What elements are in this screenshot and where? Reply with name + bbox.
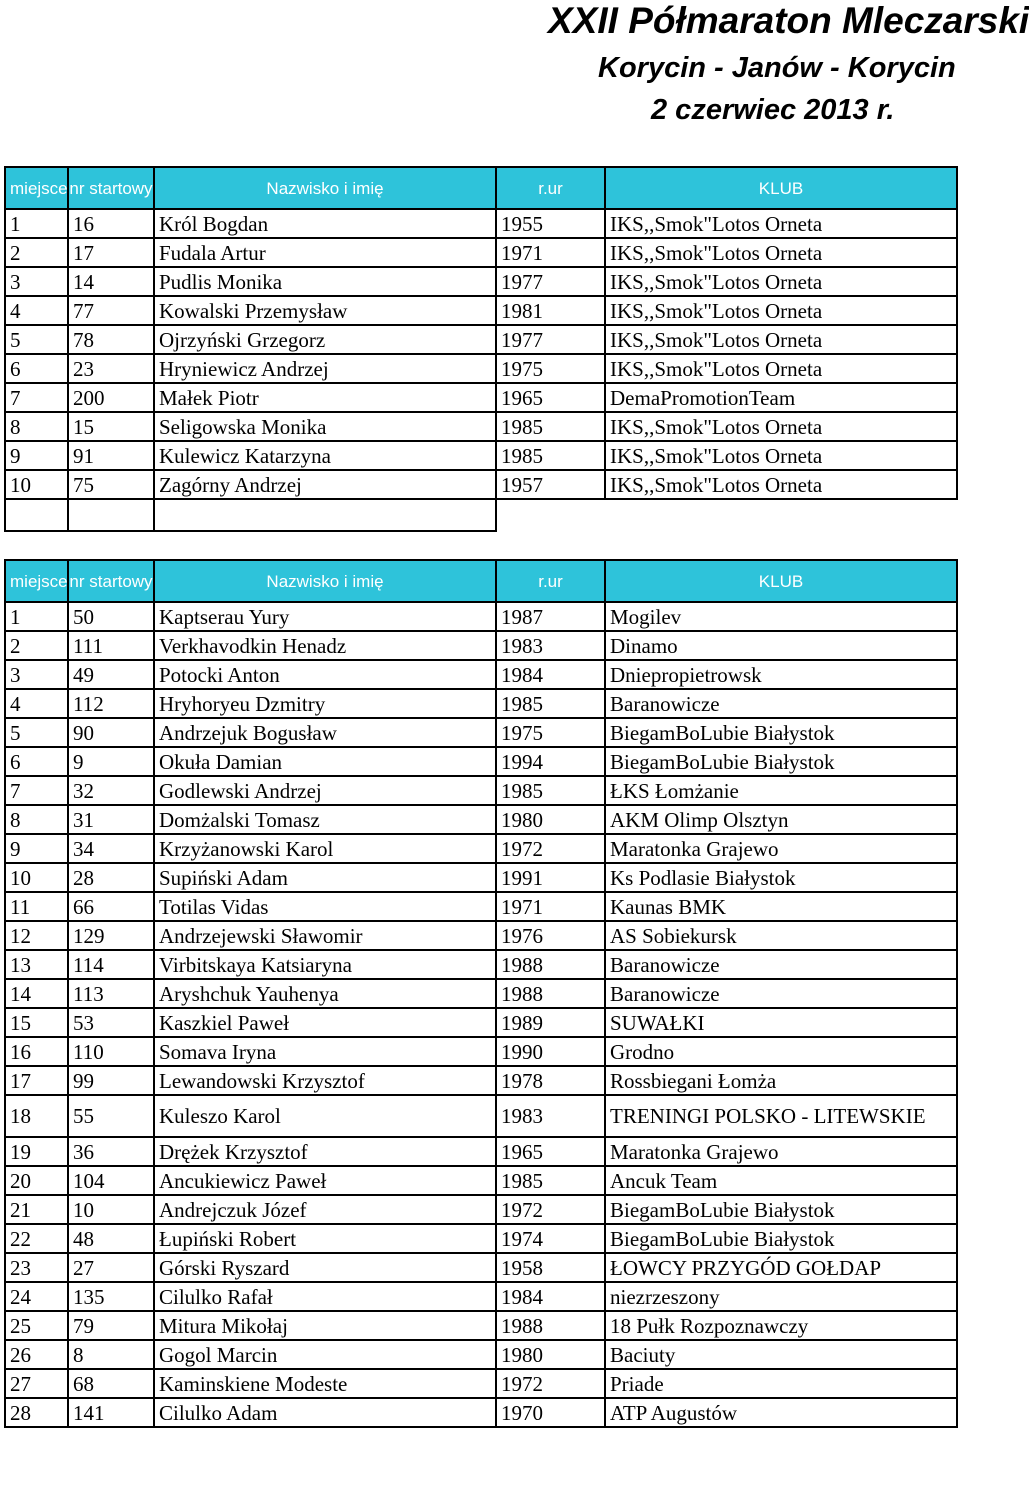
runner-name-cell: Kulewicz Katarzyna (154, 441, 496, 470)
table-row (5, 602, 957, 631)
table-row (5, 1008, 957, 1037)
birth-year-cell: 1983 (496, 631, 605, 660)
start-number-cell: 53 (68, 1008, 154, 1037)
place-cell: 26 (5, 1340, 68, 1369)
place-cell: 24 (5, 1282, 68, 1311)
table-row (5, 470, 957, 499)
club-cell: IKS,,Smok"Lotos Orneta (605, 296, 957, 325)
race-date: 2 czerwiec 2013 r. (651, 94, 895, 126)
birth-year-cell: 1985 (496, 441, 605, 470)
start-number-cell: 48 (68, 1224, 154, 1253)
birth-year-cell: 1972 (496, 1195, 605, 1224)
place-cell: 1 (5, 602, 68, 631)
club-cell: Dinamo (605, 631, 957, 660)
runner-name-cell: Seligowska Monika (154, 412, 496, 441)
place-cell: 20 (5, 1166, 68, 1195)
table-row (5, 950, 957, 979)
club-cell: IKS,,Smok"Lotos Orneta (605, 470, 957, 499)
runner-name-cell: Supiński Adam (154, 863, 496, 892)
club-cell: Rossbiegani Łomża (605, 1066, 957, 1095)
table-row (5, 1095, 957, 1137)
runner-name-cell: Domżalski Tomasz (154, 805, 496, 834)
club-cell: IKS,,Smok"Lotos Orneta (605, 238, 957, 267)
place-cell: 1 (5, 209, 68, 238)
club-cell: niezrzeszony (605, 1282, 957, 1311)
start-number-cell: 99 (68, 1066, 154, 1095)
runner-name-cell: Kuleszo Karol (154, 1095, 496, 1137)
table-row (5, 1253, 957, 1282)
place-cell: 4 (5, 689, 68, 718)
birth-year-cell: 1988 (496, 950, 605, 979)
page-title: XXII Półmaraton Mleczarski (548, 0, 1029, 41)
table-row (5, 1066, 957, 1095)
runner-name-cell: Somava Iryna (154, 1037, 496, 1066)
club-cell: Baciuty (605, 1340, 957, 1369)
start-number-cell: 141 (68, 1398, 154, 1427)
birth-year-cell: 1985 (496, 1166, 605, 1195)
runner-name-cell: Ancukiewicz Paweł (154, 1166, 496, 1195)
runner-name-cell: Ojrzyński Grzegorz (154, 325, 496, 354)
runner-name-cell: Godlewski Andrzej (154, 776, 496, 805)
runner-name-cell: Hryhoryeu Dzmitry (154, 689, 496, 718)
table-row (5, 1311, 957, 1340)
table-row (5, 1137, 957, 1166)
table-row (5, 776, 957, 805)
document-header (0, 0, 1029, 160)
club-cell: BiegamBoLubie Białystok (605, 1224, 957, 1253)
runner-name-cell: Górski Ryszard (154, 1253, 496, 1282)
table-row (5, 238, 957, 267)
birth-year-cell: 1955 (496, 209, 605, 238)
start-number-cell: 50 (68, 602, 154, 631)
place-cell: 2 (5, 238, 68, 267)
table-row (5, 863, 957, 892)
col-header-year: r.ur (496, 560, 605, 602)
start-number-cell: 111 (68, 631, 154, 660)
birth-year-cell: 1958 (496, 1253, 605, 1282)
birth-year-cell: 1989 (496, 1008, 605, 1037)
club-cell: IKS,,Smok"Lotos Orneta (605, 325, 957, 354)
runner-name-cell: Potocki Anton (154, 660, 496, 689)
table-row (5, 921, 957, 950)
table-row (5, 1282, 957, 1311)
place-cell: 3 (5, 660, 68, 689)
start-number-cell: 110 (68, 1037, 154, 1066)
start-number-cell: 16 (68, 209, 154, 238)
runner-name-cell: Krzyżanowski Karol (154, 834, 496, 863)
birth-year-cell: 1975 (496, 718, 605, 747)
club-cell: Dniepropietrowsk (605, 660, 957, 689)
runner-name-cell: Cilulko Rafał (154, 1282, 496, 1311)
birth-year-cell: 1985 (496, 412, 605, 441)
empty-cell (496, 499, 605, 531)
place-cell: 22 (5, 1224, 68, 1253)
start-number-cell: 14 (68, 267, 154, 296)
table-row (5, 209, 957, 238)
runner-name-cell: Kaptserau Yury (154, 602, 496, 631)
table-row (5, 1340, 957, 1369)
birth-year-cell: 1975 (496, 354, 605, 383)
club-cell: Ks Podlasie Białystok (605, 863, 957, 892)
club-cell: AS Sobiekursk (605, 921, 957, 950)
club-cell: ŁKS Łomżanie (605, 776, 957, 805)
club-cell: Priade (605, 1369, 957, 1398)
runner-name-cell: Totilas Vidas (154, 892, 496, 921)
club-cell: BiegamBoLubie Białystok (605, 718, 957, 747)
table-row (5, 979, 957, 1008)
col-header-number: nr startowy (68, 560, 154, 602)
col-header-number: nr startowy (68, 167, 154, 209)
birth-year-cell: 1994 (496, 747, 605, 776)
start-number-cell: 23 (68, 354, 154, 383)
club-cell: BiegamBoLubie Białystok (605, 1195, 957, 1224)
start-number-cell: 135 (68, 1282, 154, 1311)
club-cell: Mogilev (605, 602, 957, 631)
table-row (5, 383, 957, 412)
birth-year-cell: 1987 (496, 602, 605, 631)
runner-name-cell: Łupiński Robert (154, 1224, 496, 1253)
birth-year-cell: 1977 (496, 325, 605, 354)
table-row (5, 1195, 957, 1224)
col-header-place: miejsce (5, 560, 68, 602)
birth-year-cell: 1981 (496, 296, 605, 325)
birth-year-cell: 1972 (496, 834, 605, 863)
runner-name-cell: Drężek Krzysztof (154, 1137, 496, 1166)
place-cell: 3 (5, 267, 68, 296)
birth-year-cell: 1957 (496, 470, 605, 499)
place-cell: 18 (5, 1095, 68, 1137)
runner-name-cell: Aryshchuk Yauhenya (154, 979, 496, 1008)
place-cell: 10 (5, 470, 68, 499)
place-cell: 9 (5, 441, 68, 470)
club-cell: IKS,,Smok"Lotos Orneta (605, 354, 957, 383)
runner-name-cell: Małek Piotr (154, 383, 496, 412)
table-row (5, 1398, 957, 1427)
birth-year-cell: 1980 (496, 805, 605, 834)
table-row (5, 354, 957, 383)
start-number-cell: 104 (68, 1166, 154, 1195)
place-cell: 5 (5, 718, 68, 747)
start-number-cell: 31 (68, 805, 154, 834)
place-cell: 23 (5, 1253, 68, 1282)
start-number-cell: 114 (68, 950, 154, 979)
club-cell: TRENINGI POLSKO - LITEWSKIE (605, 1095, 957, 1137)
start-number-cell: 113 (68, 979, 154, 1008)
col-header-year: r.ur (496, 167, 605, 209)
club-cell: BiegamBoLubie Białystok (605, 747, 957, 776)
place-cell: 8 (5, 805, 68, 834)
birth-year-cell: 1972 (496, 1369, 605, 1398)
club-cell: IKS,,Smok"Lotos Orneta (605, 267, 957, 296)
birth-year-cell: 1991 (496, 863, 605, 892)
club-cell: Grodno (605, 1037, 957, 1066)
table-row (5, 267, 957, 296)
col-header-club: KLUB (605, 560, 957, 602)
birth-year-cell: 1983 (496, 1095, 605, 1137)
start-number-cell: 78 (68, 325, 154, 354)
runner-name-cell: Zagórny Andrzej (154, 470, 496, 499)
start-number-cell: 79 (68, 1311, 154, 1340)
club-cell: Maratonka Grajewo (605, 834, 957, 863)
table-row (5, 718, 957, 747)
birth-year-cell: 1976 (496, 921, 605, 950)
club-cell: 18 Pułk Rozpoznawczy (605, 1311, 957, 1340)
club-cell: DemaPromotionTeam (605, 383, 957, 412)
place-cell: 4 (5, 296, 68, 325)
start-number-cell: 91 (68, 441, 154, 470)
club-cell: IKS,,Smok"Lotos Orneta (605, 441, 957, 470)
runner-name-cell: Hryniewicz Andrzej (154, 354, 496, 383)
table-row (5, 747, 957, 776)
start-number-cell: 49 (68, 660, 154, 689)
club-cell: Ancuk Team (605, 1166, 957, 1195)
col-header-place: miejsce (5, 167, 68, 209)
place-cell: 14 (5, 979, 68, 1008)
table-row (5, 1369, 957, 1398)
place-cell: 12 (5, 921, 68, 950)
place-cell: 7 (5, 776, 68, 805)
runner-name-cell: Andrejczuk Józef (154, 1195, 496, 1224)
place-cell: 10 (5, 863, 68, 892)
birth-year-cell: 1978 (496, 1066, 605, 1095)
place-cell: 17 (5, 1066, 68, 1095)
club-cell: IKS,,Smok"Lotos Orneta (605, 412, 957, 441)
club-cell: ŁOWCY PRZYGÓD GOŁDAP (605, 1253, 957, 1282)
empty-cell (154, 499, 496, 531)
birth-year-cell: 1965 (496, 383, 605, 412)
birth-year-cell: 1970 (496, 1398, 605, 1427)
start-number-cell: 68 (68, 1369, 154, 1398)
runner-name-cell: Gogol Marcin (154, 1340, 496, 1369)
birth-year-cell: 1990 (496, 1037, 605, 1066)
birth-year-cell: 1985 (496, 689, 605, 718)
birth-year-cell: 1988 (496, 979, 605, 1008)
start-number-cell: 27 (68, 1253, 154, 1282)
birth-year-cell: 1965 (496, 1137, 605, 1166)
runner-name-cell: Fudala Artur (154, 238, 496, 267)
place-cell: 8 (5, 412, 68, 441)
place-cell: 28 (5, 1398, 68, 1427)
start-number-cell: 8 (68, 1340, 154, 1369)
table-row (5, 1224, 957, 1253)
club-cell: AKM Olimp Olsztyn (605, 805, 957, 834)
place-cell: 6 (5, 354, 68, 383)
results-table-1 (4, 166, 958, 532)
runner-name-cell: Okuła Damian (154, 747, 496, 776)
start-number-cell: 28 (68, 863, 154, 892)
place-cell: 6 (5, 747, 68, 776)
club-cell: IKS,,Smok"Lotos Orneta (605, 209, 957, 238)
table-row (5, 689, 957, 718)
runner-name-cell: Kaminskiene Modeste (154, 1369, 496, 1398)
runner-name-cell: Cilulko Adam (154, 1398, 496, 1427)
runner-name-cell: Andrzejewski Sławomir (154, 921, 496, 950)
start-number-cell: 112 (68, 689, 154, 718)
start-number-cell: 129 (68, 921, 154, 950)
place-cell: 25 (5, 1311, 68, 1340)
runner-name-cell: Mitura Mikołaj (154, 1311, 496, 1340)
table-row (5, 1166, 957, 1195)
table-row (5, 325, 957, 354)
club-cell: Baranowicze (605, 950, 957, 979)
table-row (5, 631, 957, 660)
start-number-cell: 32 (68, 776, 154, 805)
runner-name-cell: Lewandowski Krzysztof (154, 1066, 496, 1095)
start-number-cell: 9 (68, 747, 154, 776)
club-cell: ATP Augustów (605, 1398, 957, 1427)
empty-cell (5, 499, 68, 531)
table-row (5, 892, 957, 921)
table-row (5, 412, 957, 441)
race-route: Korycin - Janów - Korycin (598, 52, 956, 84)
birth-year-cell: 1984 (496, 660, 605, 689)
table-row (5, 805, 957, 834)
start-number-cell: 36 (68, 1137, 154, 1166)
start-number-cell: 17 (68, 238, 154, 267)
start-number-cell: 55 (68, 1095, 154, 1137)
start-number-cell: 34 (68, 834, 154, 863)
table-row (5, 1037, 957, 1066)
club-cell: Maratonka Grajewo (605, 1137, 957, 1166)
table-header-row (5, 167, 957, 209)
birth-year-cell: 1985 (496, 776, 605, 805)
place-cell: 27 (5, 1369, 68, 1398)
place-cell: 2 (5, 631, 68, 660)
place-cell: 16 (5, 1037, 68, 1066)
place-cell: 13 (5, 950, 68, 979)
start-number-cell: 10 (68, 1195, 154, 1224)
start-number-cell: 200 (68, 383, 154, 412)
runner-name-cell: Virbitskaya Katsiaryna (154, 950, 496, 979)
place-cell: 7 (5, 383, 68, 412)
col-header-name: Nazwisko i imię (154, 560, 496, 602)
results-table-2 (4, 559, 958, 1428)
place-cell: 15 (5, 1008, 68, 1037)
place-cell: 5 (5, 325, 68, 354)
birth-year-cell: 1988 (496, 1311, 605, 1340)
runner-name-cell: Kowalski Przemysław (154, 296, 496, 325)
club-cell: Baranowicze (605, 689, 957, 718)
runner-name-cell: Verkhavodkin Henadz (154, 631, 496, 660)
table-row (5, 296, 957, 325)
club-cell: Kaunas BMK (605, 892, 957, 921)
col-header-name: Nazwisko i imię (154, 167, 496, 209)
start-number-cell: 66 (68, 892, 154, 921)
birth-year-cell: 1971 (496, 238, 605, 267)
start-number-cell: 75 (68, 470, 154, 499)
start-number-cell: 77 (68, 296, 154, 325)
runner-name-cell: Kaszkiel Paweł (154, 1008, 496, 1037)
place-cell: 9 (5, 834, 68, 863)
birth-year-cell: 1974 (496, 1224, 605, 1253)
table-row (5, 834, 957, 863)
place-cell: 19 (5, 1137, 68, 1166)
birth-year-cell: 1980 (496, 1340, 605, 1369)
table-header-row (5, 560, 957, 602)
place-cell: 11 (5, 892, 68, 921)
table-row (5, 660, 957, 689)
empty-cell (605, 499, 957, 531)
runner-name-cell: Pudlis Monika (154, 267, 496, 296)
start-number-cell: 90 (68, 718, 154, 747)
runner-name-cell: Król Bogdan (154, 209, 496, 238)
start-number-cell: 15 (68, 412, 154, 441)
spacer-row (5, 499, 957, 531)
empty-cell (68, 499, 154, 531)
table-row (5, 441, 957, 470)
birth-year-cell: 1977 (496, 267, 605, 296)
birth-year-cell: 1984 (496, 1282, 605, 1311)
birth-year-cell: 1971 (496, 892, 605, 921)
place-cell: 21 (5, 1195, 68, 1224)
club-cell: Baranowicze (605, 979, 957, 1008)
col-header-club: KLUB (605, 167, 957, 209)
club-cell: SUWAŁKI (605, 1008, 957, 1037)
runner-name-cell: Andrzejuk Bogusław (154, 718, 496, 747)
